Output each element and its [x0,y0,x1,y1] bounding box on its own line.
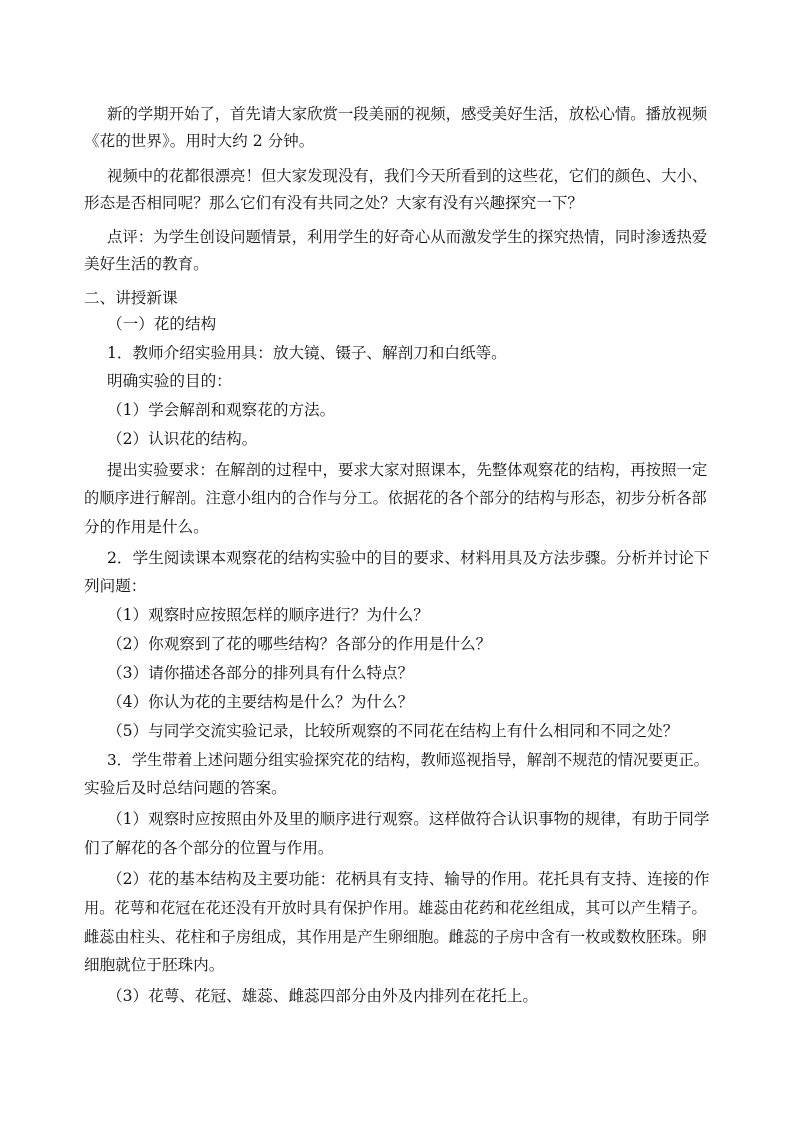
paragraph-line: 实验后及时总结问题的答案。 [84,779,287,797]
paragraph-line: 《花的世界》。用时大约 2 分钟。 [84,132,315,150]
list-item: （3）请你描述各部分的排列具有什么特点？ [107,664,414,682]
paragraph-line: 明确实验的目的： [107,372,232,390]
list-item: （4）你认为花的主要结构是什么？为什么？ [107,693,414,711]
list-item: （1）观察时应按照怎样的顺序进行？为什么？ [107,606,429,624]
paragraph-line: 美好生活的教育。 [84,255,209,273]
paragraph-line: 雌蕊由柱头、花柱和子房组成，其作用是产生卵细胞。雌蕊的子房中含有一枚或数枚胚珠。卵 [84,928,707,946]
paragraph-line: 1．教师介绍实验用具：放大镜、镊子、解剖刀和白纸等。 [107,344,507,362]
list-item: （2）你观察到了花的哪些结构？各部分的作用是什么？ [107,635,492,653]
paragraph-line: 分的作用是什么。 [84,518,209,536]
section-heading: 二、讲授新课 [84,289,178,307]
list-item: （2）认识花的结构。 [107,430,258,448]
paragraph-line: 点评：为学生创设问题情景，利用学生的好奇心从而激发学生的探究热情，同时渗透热爱 [107,228,708,246]
paragraph-line: 形态是否相同呢？那么它们有没有共同之处？大家有没有兴趣探究一下？ [84,194,584,212]
paragraph-line: 3．学生带着上述问题分组实验探究花的结构，教师巡视指导，解剖不规范的情况要更正。 [107,751,709,769]
paragraph-line: 的顺序进行解剖。注意小组内的合作与分工。依据花的各个部分的结构与形态，初步分析各部 [84,489,707,507]
list-item: （1）观察时应按照由外及里的顺序进行观察。这样做符合认识事物的规律，有助于同学 [107,810,710,828]
paragraph-line: 2．学生阅读课本观察花的结构实验中的目的要求、材料用具及方法步骤。分析并讨论下 [107,549,710,567]
paragraph-line: 列问题： [84,577,147,595]
list-item: （5）与同学交流实验记录，比较所观察的不同花在结构上有什么相同和不同之处？ [107,722,679,740]
paragraph-line: 视频中的花都很漂亮！但大家发现没有，我们今天所看到的这些花，它们的颜色、大小、 [107,167,708,185]
paragraph-line: 用。花萼和花冠在花还没有开放时具有保护作用。雄蕊由花药和花丝组成，其可以产生精子。 [84,899,707,917]
paragraph-line: 新的学期开始了，首先请大家欣赏一段美丽的视频，感受美好生活，放松心情。播放视频 [107,105,708,123]
list-item: （2）花的基本结构及主要功能：花柄具有支持、输导的作用。花托具有支持、连接的作 [107,870,710,888]
subsection-heading: （一）花的结构 [107,315,217,333]
paragraph-line: 细胞就位于胚珠内。 [84,956,225,974]
paragraph-line: 们了解花的各个部分的位置与作用。 [84,839,334,857]
paragraph-line: 提出实验要求：在解剖的过程中，要求大家对照课本，先整体观察花的结构，再按照一定 [107,461,708,479]
list-item: （1）学会解剖和观察花的方法。 [107,401,336,419]
list-item: （3）花萼、花冠、雄蕊、雌蕊四部分由外及内排列在花托上。 [107,987,538,1005]
